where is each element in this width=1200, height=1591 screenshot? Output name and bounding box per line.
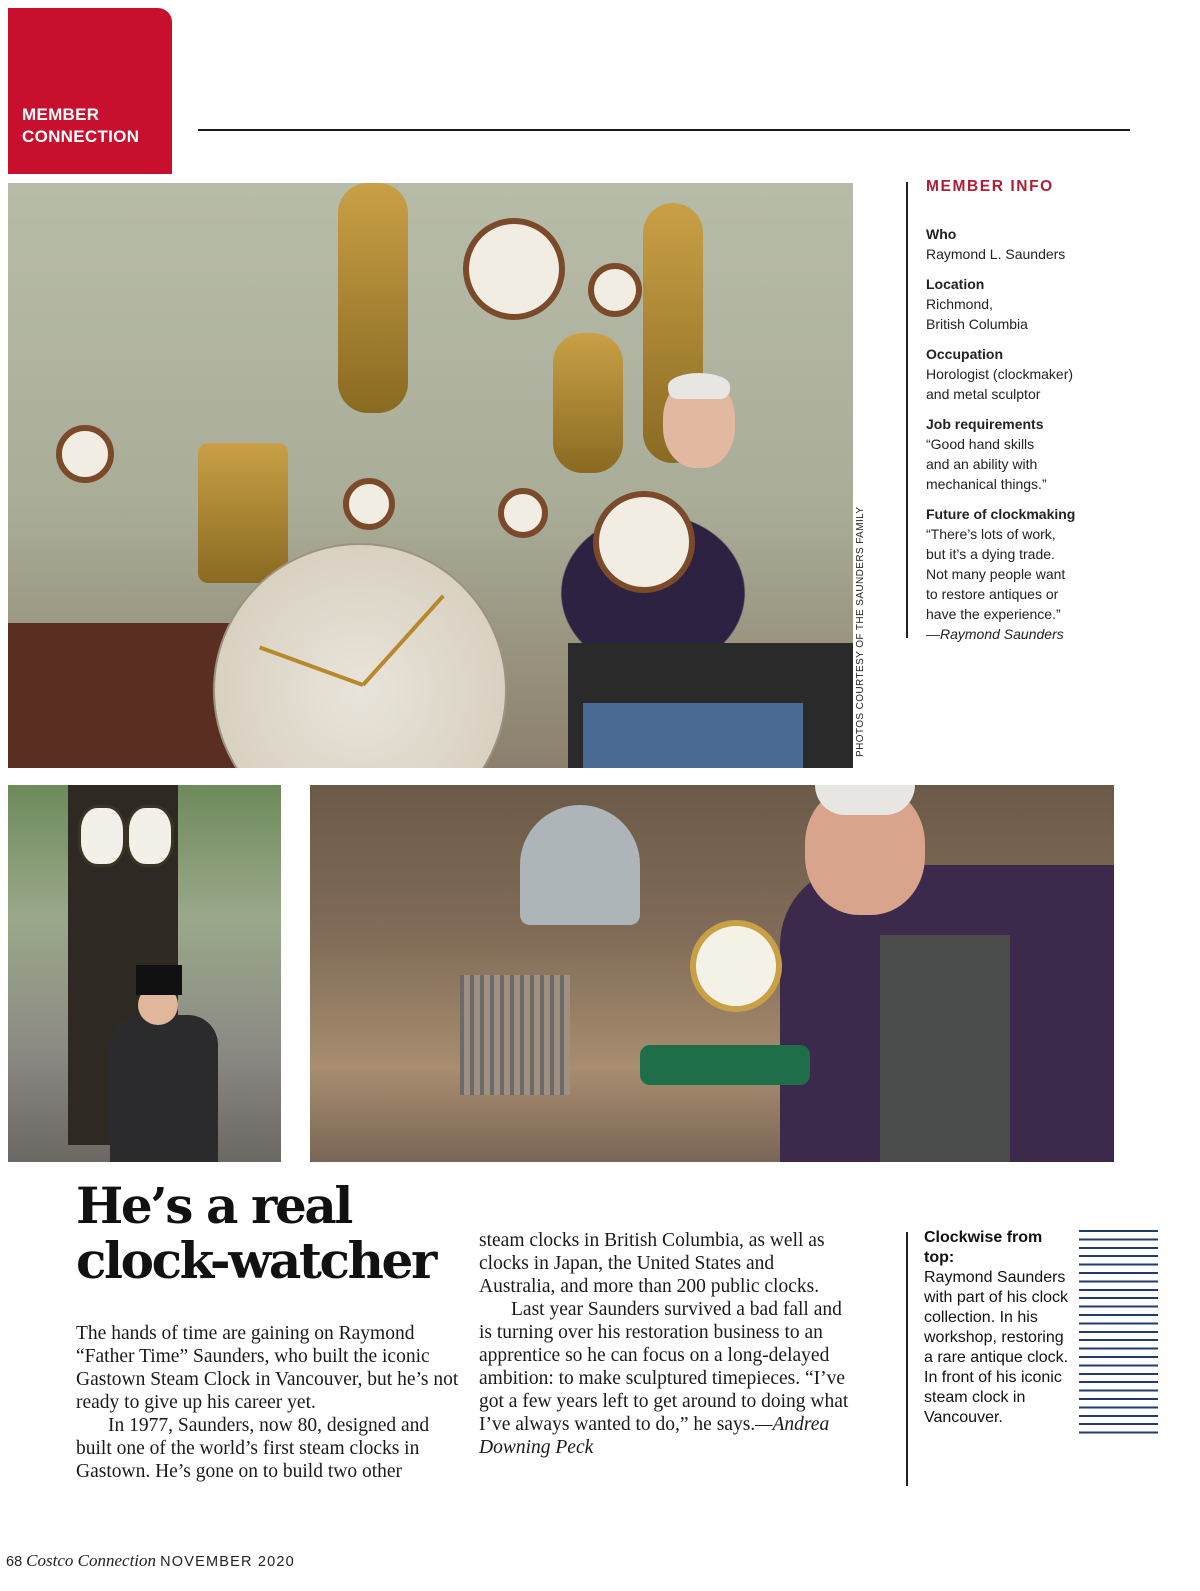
info-value-location: Richmond, British Columbia xyxy=(926,296,1028,332)
info-label-future: Future of clockmaking xyxy=(926,506,1076,522)
headline-line2: clock-watcher xyxy=(76,1231,435,1290)
section-label-line2: CONNECTION xyxy=(22,127,140,146)
magazine-name: Costco Connection xyxy=(26,1551,157,1570)
info-value-future: “There’s lots of work, but it’s a dying trade. Not many people want to restore antiques or have the experience.” xyxy=(926,526,1066,622)
info-value-job-requirements: “Good hand skills and an ability with mechanical things.” xyxy=(926,436,1047,492)
article-paragraph-2-continued: steam clocks in British Columbia, as well as clocks in Japan, the United States and Australia, and more than 200 public clocks. xyxy=(479,1230,825,1297)
photo-credit: PHOTOS COURTESY OF THE SAUNDERS FAMILY xyxy=(855,506,866,757)
info-label-location: Location xyxy=(926,276,985,292)
page-number: 68 xyxy=(6,1554,23,1570)
caption-rule xyxy=(906,1232,908,1486)
issue-date: NOVEMBER 2020 xyxy=(160,1554,295,1570)
article-column-2 xyxy=(479,1229,854,1459)
article-paragraph-3-text: Last year Saunders survived a bad fall and is turning over his restoration business to an apprentice so he can focus on a long-delayed ambition: to make sculptured timepieces. “I’ve got a few years left to get around to doing what I’ve always wanted to do,” he says. xyxy=(479,1299,849,1435)
info-value-who: Raymond L. Saunders xyxy=(926,246,1066,262)
member-info-sidebar xyxy=(906,178,1118,642)
headline-line1: He’s a real xyxy=(76,1176,351,1235)
decorative-stripes xyxy=(1079,1230,1158,1440)
caption-text: Raymond Saunders with part of his clock collection. In his workshop, restoring a rare antique clock. In front of his iconic steam clock in Vancouver. xyxy=(924,1269,1069,1426)
workshop-photo xyxy=(310,785,1114,1162)
article-paragraph-2: In 1977, Saunders, now 80, designed and built one of the world’s first steam clocks in Gastown. He’s gone on to build two other xyxy=(76,1415,430,1482)
info-attribution: —Raymond Saunders xyxy=(926,626,1064,642)
article-headline xyxy=(76,1178,456,1288)
section-label xyxy=(22,104,139,148)
header-rule xyxy=(198,129,1130,131)
info-label-occupation: Occupation xyxy=(926,346,1004,362)
article-paragraph-1: The hands of time are gaining on Raymond “Father Time” Saunders, who built the iconic Gastown Steam Clock in Vancouver, but he’s not ready to give up his career yet. xyxy=(76,1323,459,1413)
article-paragraph-3 xyxy=(479,1298,854,1459)
info-label-who: Who xyxy=(926,226,957,242)
member-info-title: MEMBER INFO xyxy=(926,178,1054,195)
section-label-line1: MEMBER xyxy=(22,105,100,124)
section-tab xyxy=(8,8,172,174)
photo-caption xyxy=(924,1228,1074,1428)
info-label-job-requirements: Job requirements xyxy=(926,416,1044,432)
info-value-occupation: Horologist (clockmaker) and metal sculptor xyxy=(926,366,1074,402)
member-info-body xyxy=(926,224,1116,644)
page-footer xyxy=(6,1551,295,1571)
caption-lead: Clockwise from top: xyxy=(924,1229,1043,1266)
steam-clock-photo xyxy=(8,785,281,1162)
clock-collection-photo xyxy=(8,183,853,768)
article-column-1 xyxy=(76,1322,461,1483)
article-byline: —Andrea Downing Peck xyxy=(479,1414,830,1458)
